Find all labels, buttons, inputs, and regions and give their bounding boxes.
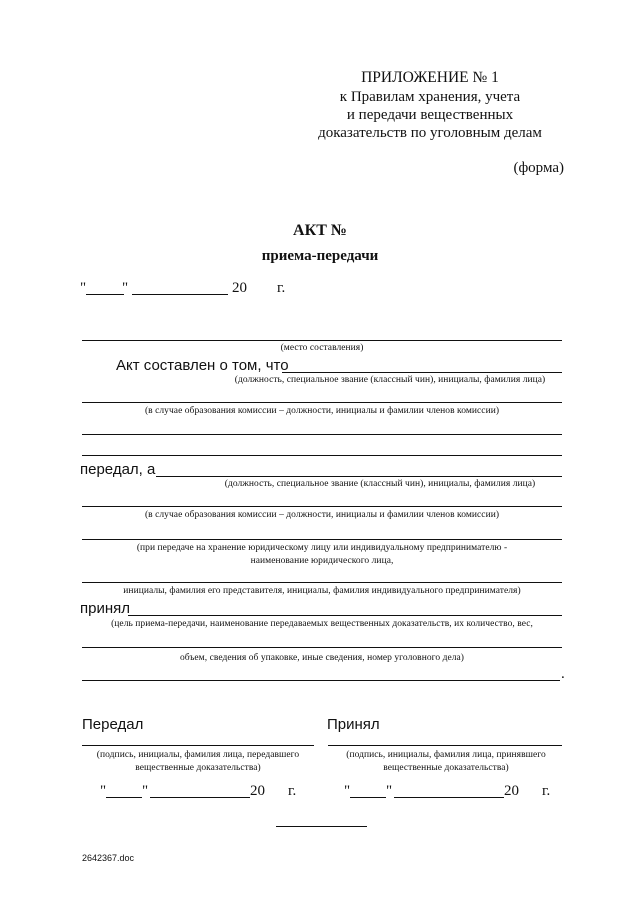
- signature-right-caption-2: вещественные доказательства): [383, 763, 509, 773]
- signature-right-title: Принял: [327, 716, 380, 733]
- transferred-caption-1: (должность, специальное звание (классный чин), инициалы, фамилия лица): [224, 479, 536, 489]
- transferred-caption-5: инициалы, фамилия его представителя, инициалы, фамилия индивидуального предпринимателя): [123, 586, 521, 596]
- left-date-year: 20: [250, 783, 265, 799]
- accepted-blank[interactable]: [128, 615, 562, 616]
- month-blank[interactable]: [132, 294, 228, 295]
- commission-blank-3[interactable]: [82, 455, 562, 456]
- date-year-suffix: г.: [277, 280, 286, 296]
- commission-blank-2[interactable]: [82, 434, 562, 435]
- signature-left-caption-2: вещественные доказательства): [135, 763, 261, 773]
- composed-label: Акт составлен о том, что: [116, 357, 289, 374]
- act-subtitle: приема-передачи: [261, 248, 379, 264]
- transferred-caption-2: (в случае образования комиссии – должности, инициалы и фамилии членов комиссии): [144, 510, 500, 520]
- accepted-caption-2: объем, сведения об упаковке, иные сведения, номер уголовного дела): [180, 653, 464, 663]
- place-blank[interactable]: [82, 340, 562, 341]
- right-date-suffix: г.: [542, 783, 551, 799]
- signature-right-blank[interactable]: [328, 745, 562, 746]
- date-close-quote: ": [122, 280, 129, 296]
- signature-left-title: Передал: [82, 716, 144, 733]
- signature-left-caption-1: (подпись, инициалы, фамилия лица, передавшего: [96, 750, 300, 760]
- appendix-title: ПРИЛОЖЕНИЕ № 1: [361, 69, 499, 86]
- left-day-blank[interactable]: [106, 797, 142, 798]
- signature-right-caption-1: (подпись, инициалы, фамилия лица, принявшего: [346, 750, 546, 760]
- transferred-commission-blank[interactable]: [82, 506, 562, 507]
- date-year: 20: [232, 280, 247, 296]
- right-date-close-quote: ": [386, 783, 393, 799]
- act-title: АКТ №: [293, 222, 347, 239]
- left-date-suffix: г.: [288, 783, 297, 799]
- right-date-open-quote: ": [344, 783, 351, 799]
- right-month-blank[interactable]: [394, 797, 504, 798]
- transferred-label: передал, а: [80, 461, 156, 478]
- accepted-label: принял: [80, 600, 131, 617]
- appendix-subtitle: [295, 88, 565, 142]
- appendix-line-2: и передачи вещественных: [346, 107, 514, 123]
- document-code: 2642367.doc: [82, 853, 135, 863]
- right-day-blank[interactable]: [350, 797, 386, 798]
- composed-blank[interactable]: [282, 372, 562, 373]
- representative-blank[interactable]: [82, 582, 562, 583]
- closing-rule: [276, 826, 367, 827]
- evidence-blank-1[interactable]: [82, 647, 562, 648]
- signature-left-blank[interactable]: [82, 745, 314, 746]
- end-dot: .: [561, 666, 565, 682]
- place-caption: (место составления): [280, 343, 364, 353]
- commission-blank-1[interactable]: [82, 402, 562, 403]
- day-blank[interactable]: [86, 294, 124, 295]
- composed-caption-2: (в случае образования комиссии – должности, инициалы и фамилии членов комиссии): [144, 406, 500, 416]
- evidence-blank-2[interactable]: [82, 680, 560, 681]
- transferred-blank[interactable]: [156, 476, 562, 477]
- appendix-line-1: к Правилам хранения, учета: [339, 89, 521, 105]
- appendix-line-3: доказательств по уголовным делам: [318, 125, 542, 141]
- transferred-caption-4: наименование юридического лица,: [250, 556, 394, 566]
- left-date-open-quote: ": [100, 783, 107, 799]
- form-label: (форма): [513, 160, 564, 176]
- composed-caption-1: (должность, специальное звание (классный чин), инициалы, фамилия лица): [234, 375, 546, 385]
- accepted-caption-1: (цель приема-передачи, наименование передаваемых вещественных доказательств, их количество, вес,: [111, 619, 533, 629]
- right-date-year: 20: [504, 783, 519, 799]
- legal-entity-blank[interactable]: [82, 539, 562, 540]
- transferred-caption-3: (при передаче на хранение юридическому лицу или индивидуальному предпринимателю -: [136, 543, 508, 553]
- date-open-quote: ": [80, 280, 87, 296]
- left-month-blank[interactable]: [150, 797, 250, 798]
- left-date-close-quote: ": [142, 783, 149, 799]
